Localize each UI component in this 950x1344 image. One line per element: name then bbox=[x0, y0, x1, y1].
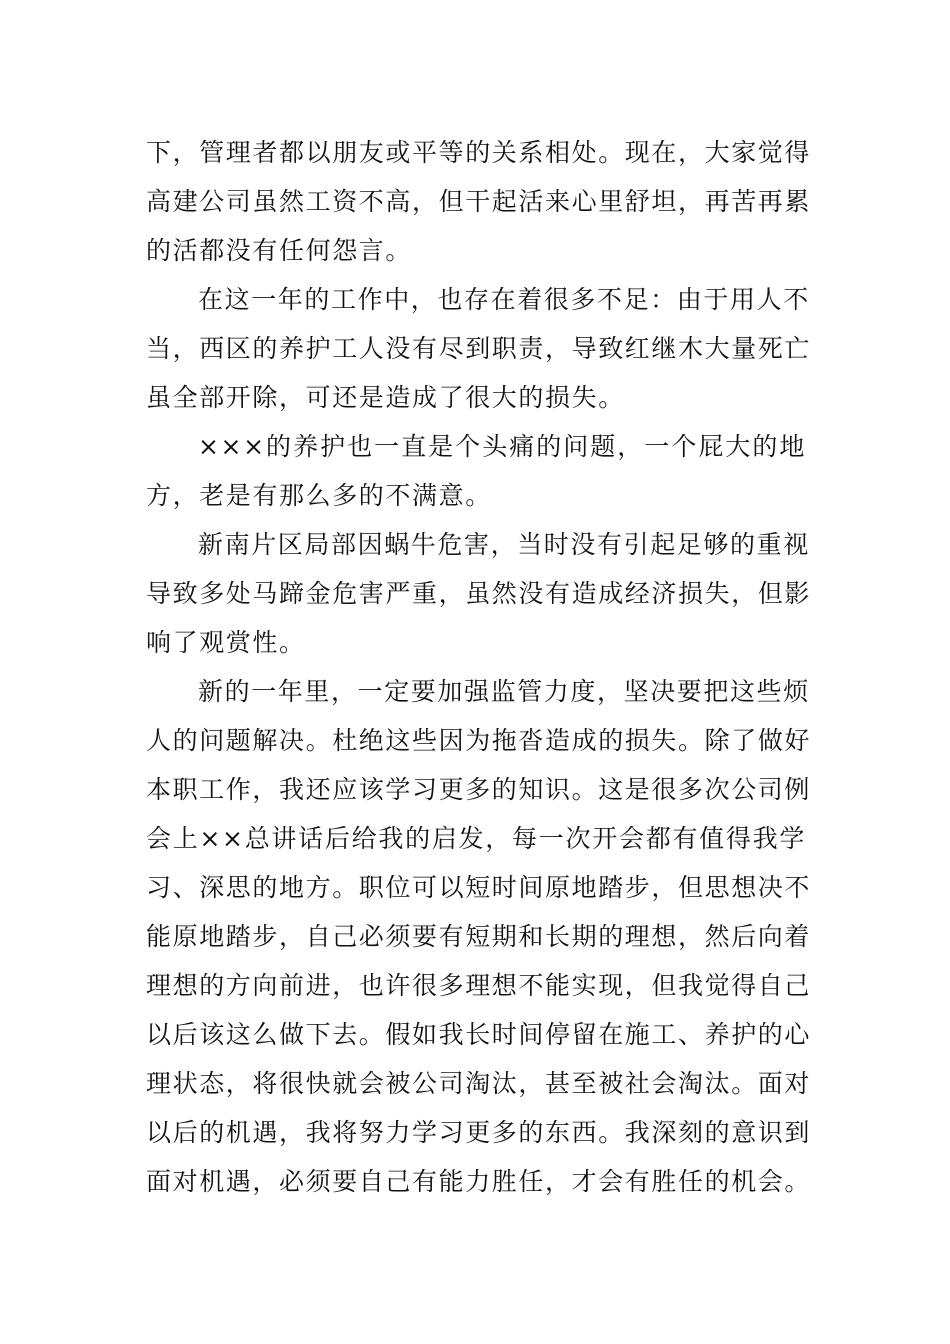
text-line: 方，老是有那么多的不满意。 bbox=[146, 481, 492, 510]
text-line: 会上××总讲话后给我的启发，每一次开会都有值得我学 bbox=[146, 824, 806, 853]
text-line: 的活都没有任何怨言。 bbox=[146, 236, 413, 265]
paragraph-first-line: 在这一年的工作中，也存在着很多不足：由于用人不 bbox=[198, 285, 810, 314]
paragraph-first-line: 新的一年里，一定要加强监管力度，坚决要把这些烦 bbox=[198, 677, 810, 706]
text-line: 虽全部开除，可还是造成了很大的损失。 bbox=[146, 383, 625, 412]
paragraph-first-line: ×××的养护也一直是个头痛的问题，一个屁大的地 bbox=[198, 432, 806, 461]
text-line: 人的问题解决。杜绝这些因为拖沓造成的损失。除了做好 bbox=[146, 726, 812, 755]
text-line: 下，管理者都以朋友或平等的关系相处。现在，大家觉得 bbox=[146, 138, 812, 167]
text-line: 面对机遇，必须要自己有能力胜任，才会有胜任的机会。 bbox=[146, 1167, 812, 1196]
text-line: 能原地踏步，自己必须要有短期和长期的理想，然后向着 bbox=[146, 922, 812, 951]
text-line: 导致多处马蹄金危害严重，虽然没有造成经济损失，但影 bbox=[146, 579, 812, 608]
paragraph-first-line: 新南片区局部因蜗牛危害，当时没有引起足够的重视 bbox=[198, 530, 810, 559]
text-line: 本职工作，我还应该学习更多的知识。这是很多次公司例 bbox=[146, 775, 812, 804]
text-line: 理状态，将很快就会被公司淘汰，甚至被社会淘汰。面对 bbox=[146, 1069, 812, 1098]
text-line: 理想的方向前进，也许很多理想不能实现，但我觉得自己 bbox=[146, 971, 812, 1000]
text-line: 当，西区的养护工人没有尽到职责，导致红继木大量死亡 bbox=[146, 334, 812, 363]
text-line: 习、深思的地方。职位可以短时间原地踏步，但思想决不 bbox=[146, 873, 812, 902]
text-line: 高建公司虽然工资不高，但干起活来心里舒坦，再苦再累 bbox=[146, 187, 812, 216]
text-line: 响了观赏性。 bbox=[146, 628, 306, 657]
document-body bbox=[146, 128, 812, 1206]
text-line: 以后该这么做下去。假如我长时间停留在施工、养护的心 bbox=[146, 1020, 812, 1049]
text-line: 以后的机遇，我将努力学习更多的东西。我深刻的意识到 bbox=[146, 1118, 812, 1147]
